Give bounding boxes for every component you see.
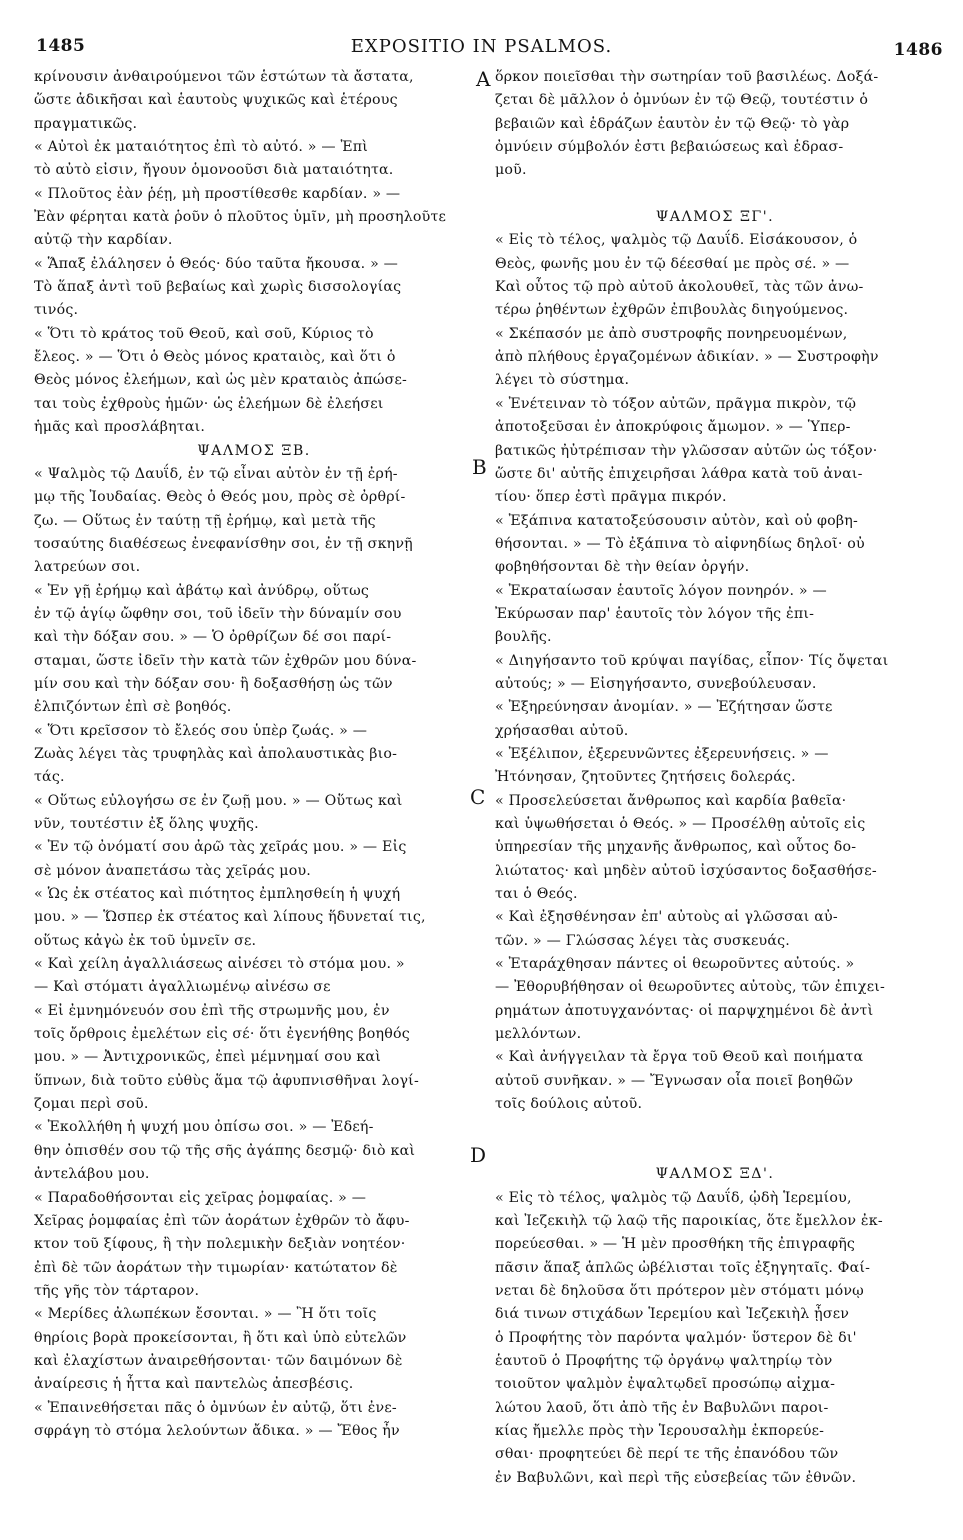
psalm-heading: ΨΑΛΜΟΣ ΞΓ'.: [655, 209, 775, 226]
text-line: μου. » — Ἀντιχρονικῶς, ἐπεὶ μέμνημαί σου καὶ: [34, 1049, 381, 1066]
text-line: νῦν, τουτέστιν ἐξ ὅλης ψυχῆς.: [34, 816, 259, 832]
blank-line: [495, 1116, 935, 1139]
text-line: « Ἅπαξ ἐλάλησεν ὁ Θεός· δύο ταῦτα ἤκουσα. » —: [34, 255, 399, 272]
text-line: « Παραδοθήσονται εἰς χεῖρας ῥομφαίας. » —: [34, 1189, 367, 1206]
text-line: βατικῶς ἠὐτρέπισαν τὴν γλῶσσαν αὐτῶν ὡς τόξον·: [495, 442, 878, 459]
text-line: τοσαύτης διαθέσεως ἐνεφανίσθην σοι, ἐν τῇ σκηνῇ: [34, 535, 413, 552]
text-line: — Ἐθορυβήθησαν οἱ θεωροῦντες αὐτοὺς, τῶν ἐπιχει-: [495, 979, 885, 996]
text-line: τὸ αὐτὸ εἰσιν, ἤγουν ὁμονοοῦσι διὰ ματαιότητα.: [34, 162, 394, 179]
text-line: αὐτούς; » — Εἰσηγήσαντο, συνεβούλευσαν.: [495, 675, 817, 692]
text-line: βουλῆς.: [495, 629, 552, 646]
text-line: σὲ μόνον ἀναπετάσω τὰς χεῖράς μου.: [34, 862, 311, 879]
text-line: θήσονται. » — Τὸ ἐξάπινα τὸ αἰφνηδίως δηλοῖ· οὐ: [495, 535, 865, 552]
text-line: λώτου λαοῦ, ὅτι ἀπὸ τῆς ἐν Βαβυλῶνι παροι-: [495, 1399, 829, 1416]
text-line: ἐπὶ δὲ τῶν ἀοράτων τὴν τιμωρίαν· κατώτατον δὲ: [34, 1259, 398, 1276]
text-line: λιώτατος· καὶ μηδὲν αὐτοῦ ἰσχύσαντος δοξασθήσε-: [495, 862, 877, 879]
text-line: Χεῖρας ῥομφαίας ἐπὶ τῶν ἀοράτων ἐχθρῶν τὸ ἄφυ-: [34, 1212, 410, 1229]
text-line: τοῖς ὄρθροις ἐμελέτων εἰς σέ· ὅτι ἐγενήθης βοηθός: [34, 1026, 410, 1043]
text-line: « Ἐξάπινα κατατοξεύσουσιν αὐτὸν, καὶ οὐ φοβη-: [495, 512, 858, 529]
text-line: ζομαι περὶ σοῦ.: [34, 1096, 149, 1113]
text-line: « Ἐταράχθησαν πάντες οἱ θεωροῦντες αὐτούς. »: [495, 956, 855, 973]
text-line: ζεται δὲ μᾶλλον ὁ ὀμνύων ἐν τῷ Θεῷ, τουτέστιν ὁ: [495, 92, 869, 109]
text-line: « Διηγήσαντο τοῦ κρύψαι παγίδας, εἶπον· Τίς ὄψεται: [495, 652, 889, 669]
section-marker-d: D: [470, 1143, 487, 1167]
text-line: — Καὶ στόματι ἀγαλλιωμένῳ αἰνέσω σε: [34, 979, 331, 996]
text-line: αὐτῷ τὴν καρδίαν.: [34, 232, 173, 249]
text-line: « Σκέπασόν με ἀπὸ συστροφῆς πονηρευομένων,: [495, 325, 848, 342]
text-line: πᾶσιν ἅπαξ ἁπλῶς ὠβέλισται τοῖς ἐξηγηταῖς. Φαί-: [495, 1259, 871, 1276]
text-line: « Ἐκραταίωσαν ἑαυτοῖς λόγον πονηρόν. » —: [495, 582, 827, 599]
text-line: Τὸ ἅπαξ ἀντὶ τοῦ βεβαίως καὶ χωρὶς δισσολογίας: [34, 279, 402, 296]
text-line: « Οὕτως εὐλογήσω σε ἐν ζωῇ μου. » — Οὕτως καὶ: [34, 792, 403, 809]
text-line: λατρεύων σοι.: [34, 559, 141, 576]
page-number-left: 1485: [36, 36, 86, 56]
text-line: κρίνουσιν ἀνθαιρούμενοι τῶν ἑστώτων τὰ ἄστατα,: [34, 69, 414, 85]
text-line: μελλόντων.: [495, 1026, 582, 1043]
text-line: ὅρκον ποιεῖσθαι τὴν σωτηρίαν τοῦ βασιλέως. Δοξά-: [495, 69, 879, 85]
text-line: μου. » — Ὥσπερ ἐκ στέατος καὶ λίπους ἥδυνεταί τις,: [34, 909, 426, 926]
text-line: ἔλεος. » — Ὅτι ὁ Θεὸς μόνος κραταιὸς, καὶ ὅτι ὁ: [34, 349, 396, 366]
text-line: « Ψαλμὸς τῷ Δαυΐδ, ἐν τῷ εἶναι αὐτὸν ἐν τῇ ἐρή-: [34, 465, 398, 482]
text-line: φοβηθήσονται δὲ τὴν θείαν ὀργήν.: [495, 559, 750, 576]
text-line: τίου· ὅπερ ἐστὶ πρᾶγμα πικρόν.: [495, 489, 727, 506]
running-header: [0, 0, 963, 60]
text-line: καὶ τὴν δόξαν σου. » — Ὁ ὀρθρίζων δέ σοι παρί-: [34, 629, 392, 646]
text-line: « Καὶ ἐξησθένησαν ἐπ' αὐτοὺς αἱ γλῶσσαι αὐ-: [495, 909, 838, 926]
text-line: τῆς γῆς τὸν τάρταρον.: [34, 1282, 200, 1299]
text-line: « Ἐκολλήθη ἡ ψυχή μου ὀπίσω σοι. » — Ἐδεή-: [34, 1119, 374, 1136]
text-line: « Ὅτι τὸ κράτος τοῦ Θεοῦ, καὶ σοῦ, Κύριος τὸ: [34, 325, 374, 342]
right-column: [495, 66, 935, 1490]
text-line: κτον τοῦ ξίφους, ἢ τὴν πολεμικὴν δεξιὰν νοητέον·: [34, 1236, 406, 1253]
running-title: EXPOSITIO IN PSALMOS.: [350, 36, 613, 57]
text-line: « Προσελεύσεται ἄνθρωπος καὶ καρδία βαθεῖα·: [495, 792, 847, 809]
section-marker-c: C: [470, 785, 486, 809]
text-line: νεται δὲ δηλοῦσα ὅτι πρότερον μὲν στόματι μόνῳ: [495, 1282, 864, 1299]
text-line: μοῦ.: [495, 162, 527, 179]
text-line: « Καὶ ἀνήγγειλαν τὰ ἔργα τοῦ Θεοῦ καὶ ποιήματα: [495, 1049, 864, 1066]
section-marker-a: A: [476, 67, 491, 91]
text-line: « Καὶ χείλη ἀγαλλιάσεως αἰνέσει τὸ στόμα μου. »: [34, 956, 405, 973]
text-line: μῳ τῆς Ἰουδαίας. Θεὸς ὁ Θεός μου, πρὸς σὲ ὀρθρί-: [34, 489, 406, 506]
text-line: Θεὸς μόνος ἐλεήμων, καὶ ὡς μὲν κραταιὸς ἀπώσε-: [34, 372, 408, 389]
text-line: διά τινων στιχάδων Ἱερεμίου καὶ Ἰεζεκιὴλ ᾖσεν: [495, 1306, 850, 1323]
text-line: Ζωὰς λέγει τὰς τρυφηλὰς καὶ ἀπολαυστικὰς βιο-: [34, 745, 398, 762]
page-number-right: 1486: [893, 40, 943, 60]
text-line: « Μερίδες ἀλωπέκων ἔσονται. » — Ἢ ὅτι τοῖς: [34, 1306, 377, 1323]
text-line: Ἐκύρωσαν παρ' ἑαυτοῖς τὸν λόγον τῆς ἐπι-: [495, 605, 815, 622]
text-line: « Ἐνέτειναν τὸ τόξον αὐτῶν, πρᾶγμα πικρὸν, τῷ: [495, 395, 857, 412]
text-line: Ἠτόνησαν, ζητοῦντες ζητήσεις δολεράς.: [495, 769, 796, 786]
text-line: « Εἰς τὸ τέλος, ψαλμὸς τῷ Δαυΐδ. Εἰσάκουσον, ὁ: [495, 232, 858, 249]
text-line: χρήσασθαι αὐτοῦ.: [495, 722, 629, 739]
text-line: ται ὁ Θεός.: [495, 886, 578, 903]
text-line: « Εἰ ἐμνημόνευόν σου ἐπὶ τῆς στρωμνῆς μου, ἐν: [34, 1002, 390, 1019]
text-line: « Ἐπαινεθήσεται πᾶς ὁ ὀμνύων ἐν αὐτῷ, ὅτι ἐνε-: [34, 1399, 397, 1416]
text-line: πορεύεσθαι. » — Ἡ μὲν προσθήκη τῆς ἐπιγραφῆς: [495, 1236, 856, 1253]
text-line: « Ἐν τῷ ὀνόματί σου ἀρῶ τὰς χεῖράς μου. » — Εἰς: [34, 839, 407, 856]
text-line: οὕτως κἀγὼ ἐκ τοῦ ὑμνεῖν σε.: [34, 932, 257, 949]
text-line: κίας ἤμελλε πρὸς τὴν Ἱερουσαλὴμ ἐκπορεύε-: [495, 1422, 825, 1439]
text-line: σφράγη τὸ στόμα λελούντων ἄδικα. » — Ἔθος ἦν: [34, 1422, 400, 1439]
text-line: ἀποτοξεῦσαι ἐν ἀποκρύφοις ἄμωμον. » — Ὑπερ-: [495, 419, 851, 436]
text-line: ἀναίρεσις ἡ ἧττα καὶ παντελὼς ἀπεσβέσις.: [34, 1376, 354, 1393]
text-line: « Αὐτοὶ ἐκ ματαιότητος ἐπὶ τὸ αὐτό. » — Ἐπὶ: [34, 139, 369, 156]
text-line: τοῖς δούλοις αὐτοῦ.: [495, 1096, 643, 1113]
text-line: καὶ ἐλαχίστων ἀναιρεθήσονται· τῶν δαιμόνων δὲ: [34, 1352, 403, 1369]
text-line: « Ὡς ἐκ στέατος καὶ πιότητος ἐμπλησθείη ἡ ψυχή: [34, 886, 401, 903]
blank-line: [495, 183, 935, 206]
text-line: ὥστε δι' αὐτῆς ἐπιχειρῆσαι λάθρα κατὰ τοῦ ἀναι-: [495, 465, 863, 482]
text-line: ἐλπιζόντων ἐπὶ σὲ βοηθός.: [34, 699, 232, 716]
text-line: ὑπηρεσίαν τῆς μηχανῆς ἄνθρωπος, καὶ οὗτος δο-: [495, 839, 857, 856]
text-line: ζω. — Οὕτως ἐν ταύτῃ τῇ ἐρήμῳ, καὶ μετὰ τῆς: [34, 512, 376, 529]
text-line: ρημάτων ἀποτυγχανόντας· οἱ παρψχημένοι δὲ ἀντὶ: [495, 1002, 874, 1019]
text-line: καὶ Ἰεζεκιὴλ τῷ λαῷ τῆς παροικίας, ὅτε ἔμελλον ἐκ-: [495, 1212, 883, 1229]
text-line: ὕπνων, διὰ τοῦτο εὐθὺς ἅμα τῷ ἀφυπνισθῆναι λογί-: [34, 1072, 419, 1089]
text-line: « Ὅτι κρεῖσσον τὸ ἔλεός σου ὑπὲρ ζωάς. » —: [34, 722, 368, 739]
text-line: θηρίοις βορὰ προκείσονται, ἢ ὅτι καὶ ὑπὸ εὐτελῶν: [34, 1329, 407, 1346]
text-line: λέγει τὸ σύστημα.: [495, 372, 630, 389]
text-line: τοιοῦτον ψαλμὸν ἐψαλτῳδεῖ προσώπῳ αἰχμα-: [495, 1376, 836, 1393]
text-line: θην ὀπισθέν σου τῷ τῆς σῆς ἀγάπης δεσμῷ· διὸ καὶ: [34, 1142, 416, 1159]
text-line: αὐτοῦ συνῆκαν. » — Ἔγνωσαν οἷα ποιεῖ βοηθῶν: [495, 1072, 854, 1089]
left-column: [34, 66, 474, 1443]
text-line: ἀντελάβου μου.: [34, 1166, 150, 1183]
text-line: σταμαι, ὥστε ἰδεῖν τὴν κατὰ τῶν ἐχθρῶν μου δύνα-: [34, 652, 417, 669]
text-line: τινός.: [34, 302, 79, 319]
text-line: Ἐὰν φέρηται κατὰ ῥοῦν ὁ πλοῦτος ὑμῖν, μὴ προσηλοῦτε: [34, 209, 447, 226]
text-line: ὥστε ἀδικῆσαι καὶ ἑαυτοὺς ψυχικῶς καὶ ἑτέρους: [34, 92, 398, 109]
text-line: βεβαιῶν καὶ ἑδράζων ἑαυτὸν ἐν τῷ Θεῷ· τὸ γὰρ: [495, 115, 850, 132]
text-line: ἡμᾶς καὶ προσλάβηται.: [34, 419, 206, 436]
text-line: ὁ Προφήτης τὸν παρόντα ψαλμόν· ὕστερον δὲ δι': [495, 1329, 857, 1346]
text-line: σθαι· προφητεύει δὲ περί τε τῆς ἐπανόδου τῶν: [495, 1446, 839, 1463]
text-line: τάς.: [34, 769, 65, 786]
text-line: πραγματικῶς.: [34, 115, 138, 132]
text-line: ται τοὺς ἐχθροὺς ἡμῶν· ὡς ἐλεήμων δὲ ἐλεήσει: [34, 395, 384, 412]
text-line: « Πλοῦτος ἐὰν ῥέῃ, μὴ προστίθεσθε καρδίαν. » —: [34, 185, 401, 202]
text-line: ἐν τῷ ἁγίῳ ὤφθην σοι, τοῦ ἰδεῖν τὴν δύναμίν σου: [34, 605, 402, 622]
text-line: τῶν. » — Γλώσσας λέγει τὰς συσκευάς.: [495, 932, 790, 949]
text-line: μίν σου καὶ τὴν δόξαν σου· ἢ δοξασθήσῃ ὡς τῶν: [34, 675, 393, 692]
text-line: ὀμνύειν σύμβολόν ἐστι βεβαιώσεως καὶ ἑδρασ-: [495, 139, 844, 156]
text-line: « Εἰς τὸ τέλος, ψαλμὸς τῷ Δαυΐδ, ᾠδὴ Ἱερεμίου,: [495, 1189, 852, 1206]
psalm-heading: ΨΑΛΜΟΣ ΞΔ'.: [655, 1166, 775, 1183]
text-line: ἀπὸ πλήθους ἐργαζομένων ἀδικίαν. » — Συστροφὴν: [495, 349, 879, 366]
text-line: ἐν Βαβυλῶνι, καὶ περὶ τῆς εὐσεβείας τῶν ἐθνῶν.: [495, 1469, 857, 1486]
text-line: τέρω ῥηθέντων ἐχθρῶν ἐπιβουλὰς διηγούμενος.: [495, 302, 849, 319]
text-line: « Ἐν γῇ ἐρήμῳ καὶ ἀβάτῳ καὶ ἀνύδρῳ, οὕτως: [34, 582, 370, 599]
section-marker-b: B: [472, 455, 487, 479]
text-line: ἑαυτοῦ ὁ Προφήτης τῷ ὀργάνῳ ψαλτηρίῳ τὸν: [495, 1352, 833, 1369]
text-line: « Ἐξέλιπον, ἐξερευνῶντες ἐξερευνήσεις. » —: [495, 745, 829, 762]
text-line: Θεὸς, φωνῆς μου ἐν τῷ δέεσθαί με πρὸς σέ. » —: [495, 255, 850, 272]
text-line: καὶ ὑψωθήσεται ὁ Θεός. » — Προσέλθῃ αὐτοῖς εἰς: [495, 816, 866, 832]
text-line: « Ἐξηρεύνησαν ἀνομίαν. » — Ἐζήτησαν ὥστε: [495, 699, 833, 716]
text-line: Καὶ οὗτος τῷ πρὸ αὐτοῦ ἀκολουθεῖ, τὰς τῶν ἀνω-: [495, 279, 864, 296]
blank-line: [495, 1140, 935, 1163]
psalm-heading: ΨΑΛΜΟΣ ΞΒ.: [197, 442, 311, 459]
